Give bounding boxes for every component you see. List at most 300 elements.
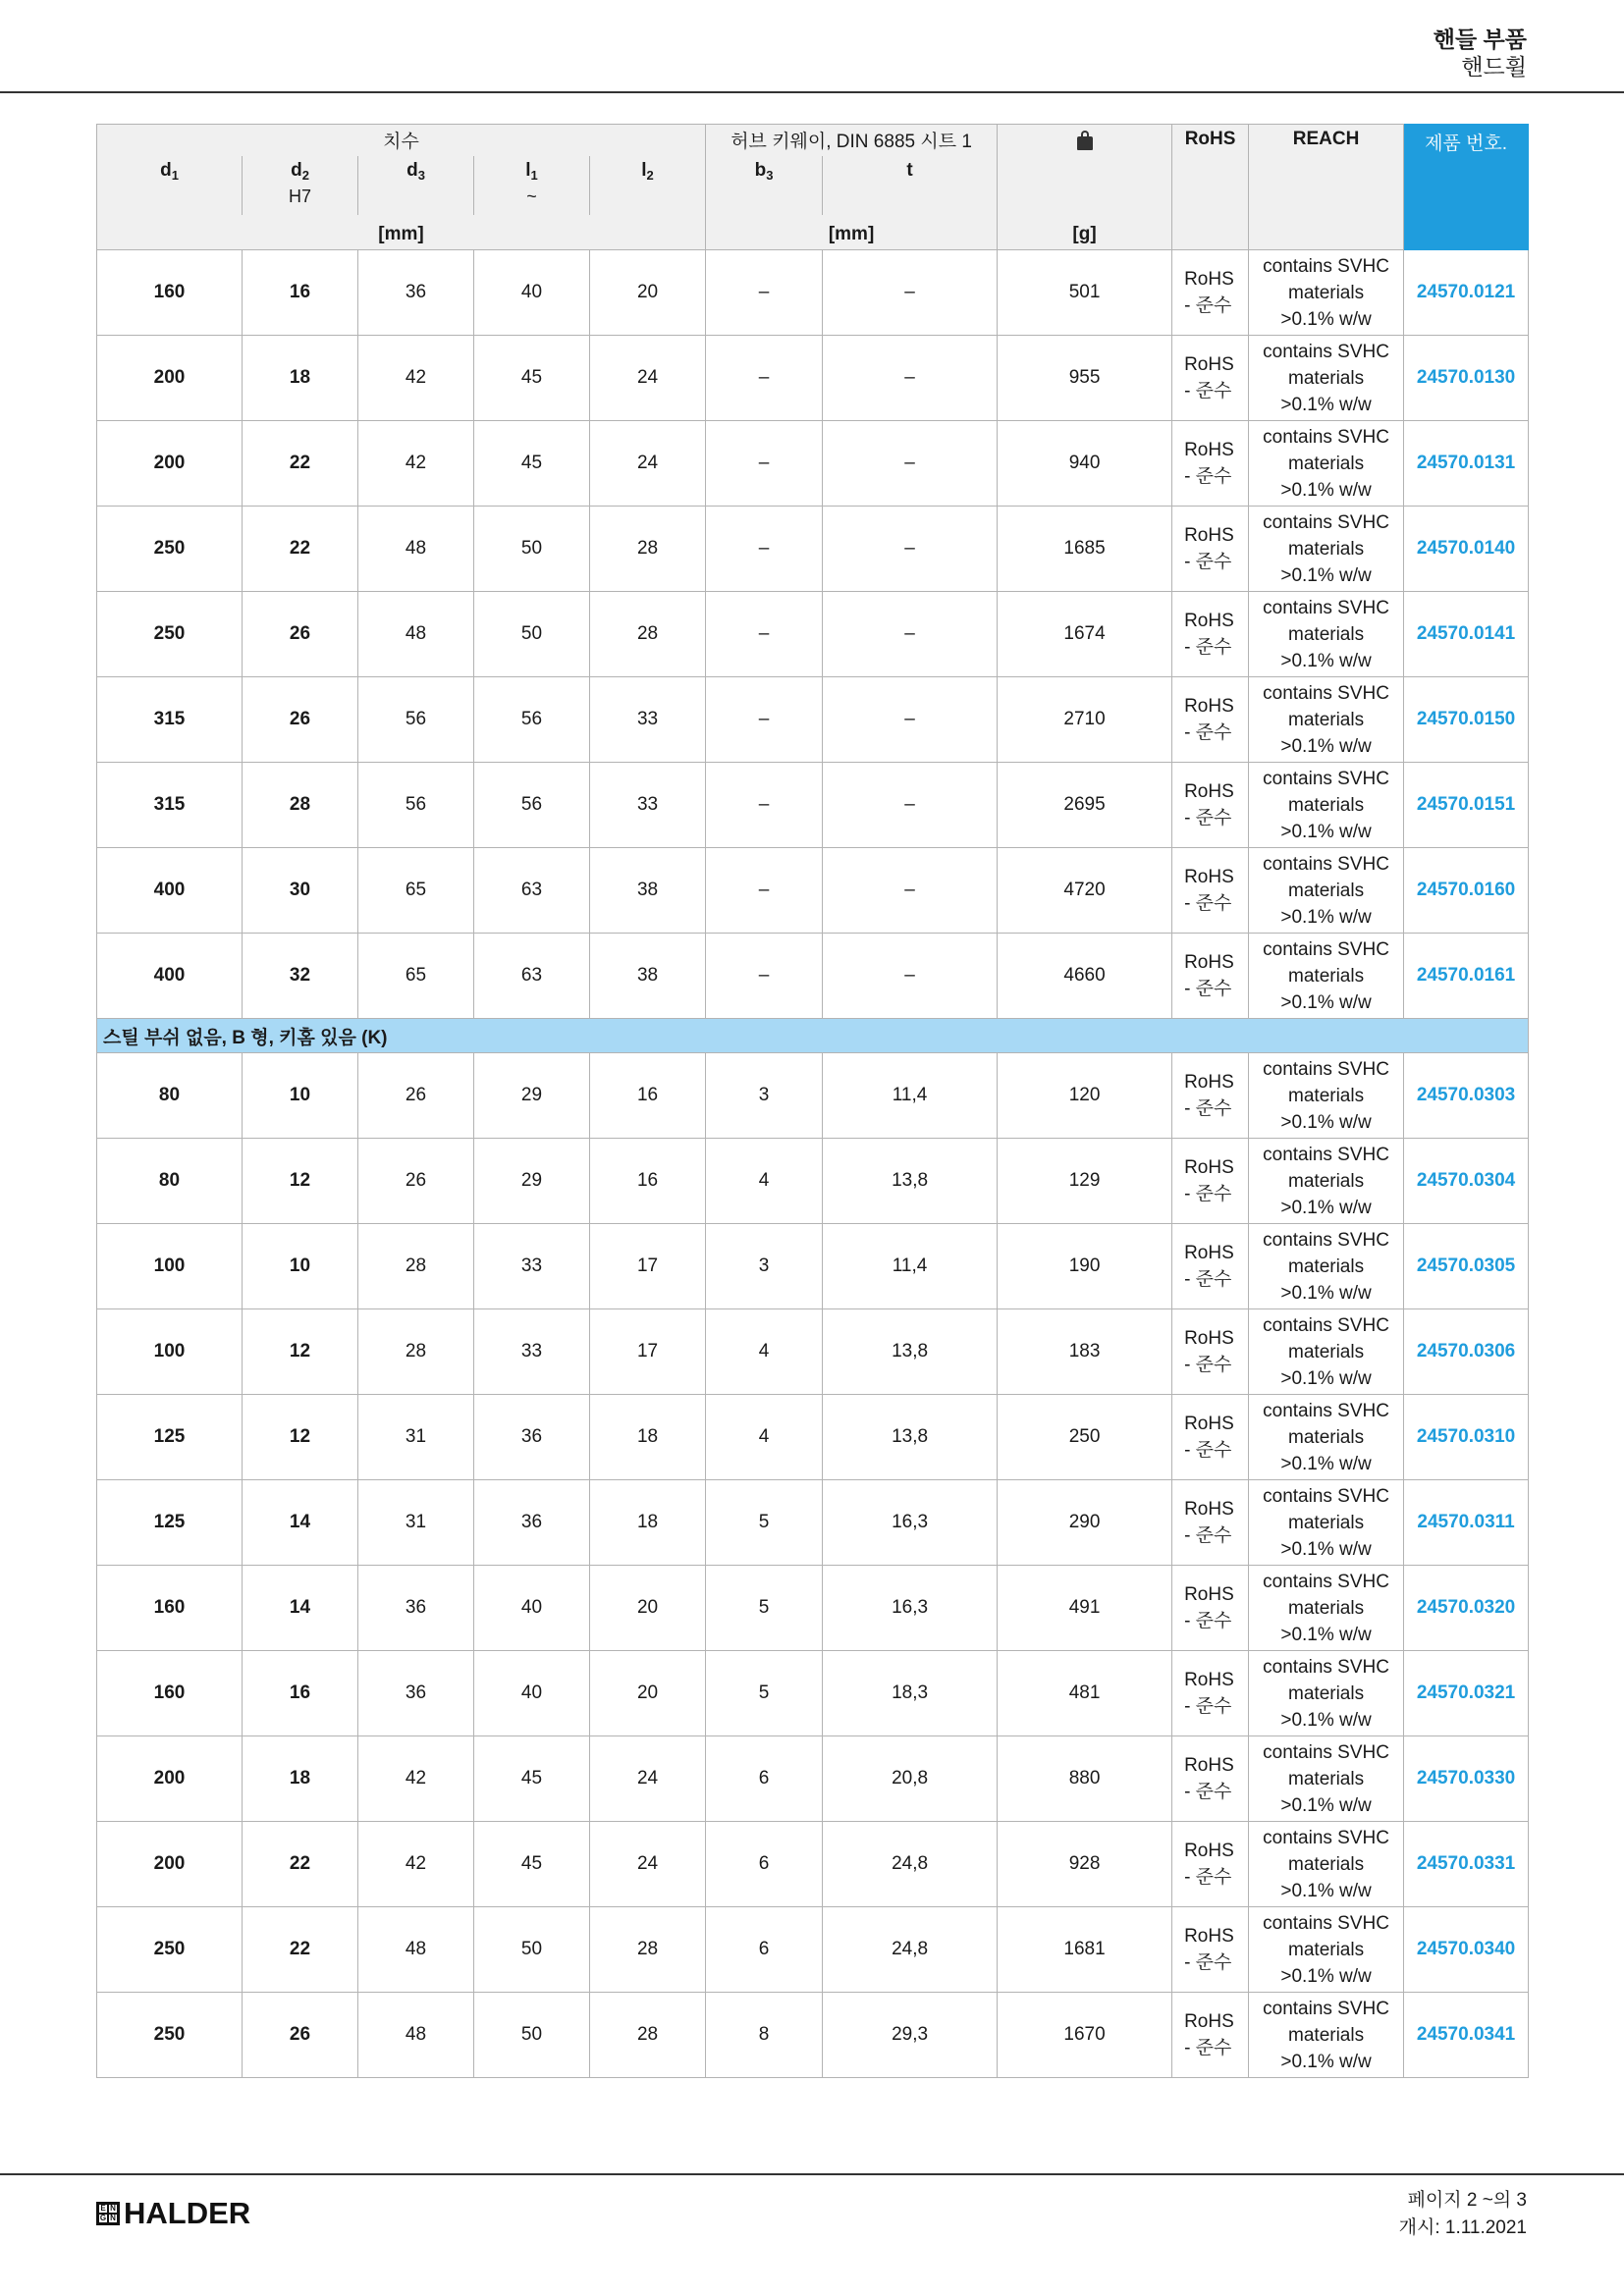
rohs-line: RoHS [1184, 696, 1234, 717]
cell-d2: 28 [243, 763, 358, 848]
cell-l2: 33 [590, 677, 706, 763]
cell-rohs [1172, 1053, 1249, 1139]
logo-mark-icon: E N G N [96, 2202, 120, 2225]
cell-t: 16,3 [823, 1480, 998, 1566]
cell-weight: 1681 [998, 1907, 1172, 1993]
reach-line: contains SVHC [1263, 1656, 1389, 1678]
cell-rohs [1172, 1309, 1249, 1395]
rohs-line: RoHS [1184, 1072, 1234, 1093]
reach-line: >0.1% w/w [1280, 2051, 1372, 2072]
rohs-line: RoHS [1184, 440, 1234, 460]
cell-d3: 28 [358, 1309, 474, 1395]
table-row [97, 1736, 1529, 1822]
reach-line: >0.1% w/w [1280, 1965, 1372, 1987]
cell-d2: 30 [243, 848, 358, 934]
cell-d1: 315 [97, 763, 243, 848]
cell-l2: 17 [590, 1224, 706, 1309]
cell-d1: 250 [97, 592, 243, 677]
cell-d3: 42 [358, 1822, 474, 1907]
rohs-line: RoHS [1184, 1328, 1234, 1349]
cell-l1: 50 [474, 592, 590, 677]
cell-d3: 26 [358, 1053, 474, 1139]
col-d2: $d_2$ H7 [243, 156, 358, 215]
cell-reach [1249, 763, 1404, 848]
cell-l2: 18 [590, 1395, 706, 1480]
table-header [97, 125, 1529, 250]
cell-t: 16,3 [823, 1566, 998, 1651]
reach-line: contains SVHC [1263, 511, 1389, 533]
rohs-status: - 준수 [1184, 1782, 1232, 1802]
unit-g: [g] [998, 215, 1172, 250]
cell-reach [1249, 1480, 1404, 1566]
cell-t: 24,8 [823, 1907, 998, 1993]
cell-b3: – [706, 848, 823, 934]
part-number-link[interactable]: 24570.0305 [1404, 1224, 1529, 1309]
reach-line: materials [1288, 1853, 1365, 1875]
cell-l2: 24 [590, 1822, 706, 1907]
rohs-line: RoHS [1184, 781, 1234, 802]
rohs-status: - 준수 [1184, 722, 1232, 743]
cell-d2: 12 [243, 1309, 358, 1395]
cell-b3: – [706, 421, 823, 507]
reach-line: materials [1288, 880, 1365, 901]
part-number-link[interactable]: 24570.0131 [1404, 421, 1529, 507]
part-number-link[interactable]: 24570.0304 [1404, 1139, 1529, 1224]
cell-l2: 38 [590, 934, 706, 1019]
cell-weight: 955 [998, 336, 1172, 421]
cell-b3: – [706, 592, 823, 677]
rohs-status: - 준수 [1184, 893, 1232, 914]
cell-l1: 36 [474, 1395, 590, 1480]
cell-d3: 56 [358, 763, 474, 848]
reach-line: >0.1% w/w [1280, 1709, 1372, 1731]
table-row [97, 421, 1529, 507]
cell-reach [1249, 1395, 1404, 1480]
cell-d1: 80 [97, 1053, 243, 1139]
cell-rohs [1172, 1566, 1249, 1651]
rohs-line: RoHS [1184, 2011, 1234, 2032]
part-number-link[interactable]: 24570.0330 [1404, 1736, 1529, 1822]
cell-l2: 20 [590, 1566, 706, 1651]
cell-b3: 5 [706, 1480, 823, 1566]
reach-line: >0.1% w/w [1280, 906, 1372, 928]
cell-t: 24,8 [823, 1822, 998, 1907]
table-row [97, 1566, 1529, 1651]
reach-line: contains SVHC [1263, 1741, 1389, 1763]
cell-rohs [1172, 1651, 1249, 1736]
cell-t: 13,8 [823, 1395, 998, 1480]
part-number-link[interactable]: 24570.0311 [1404, 1480, 1529, 1566]
cell-d2: 16 [243, 250, 358, 336]
weight-icon [1077, 131, 1093, 150]
part-number-link[interactable]: 24570.0161 [1404, 934, 1529, 1019]
part-number-link[interactable]: 24570.0310 [1404, 1395, 1529, 1480]
cell-d2: 22 [243, 421, 358, 507]
cell-b3: 5 [706, 1566, 823, 1651]
cell-d1: 200 [97, 421, 243, 507]
reach-line: materials [1288, 1597, 1365, 1619]
cell-l2: 28 [590, 1993, 706, 2078]
cell-l1: 56 [474, 763, 590, 848]
rohs-status: - 준수 [1184, 295, 1232, 316]
part-number-link[interactable]: 24570.0141 [1404, 592, 1529, 677]
reach-line: contains SVHC [1263, 768, 1389, 789]
rohs-line: RoHS [1184, 1841, 1234, 1861]
cell-d1: 160 [97, 1566, 243, 1651]
cell-reach [1249, 1053, 1404, 1139]
cell-b3: 3 [706, 1053, 823, 1139]
col-d1: $d_1$ [97, 156, 243, 215]
reach-line: contains SVHC [1263, 426, 1389, 448]
table-row [97, 848, 1529, 934]
reach-line: contains SVHC [1263, 1058, 1389, 1080]
reach-line: contains SVHC [1263, 853, 1389, 875]
cell-d1: 100 [97, 1224, 243, 1309]
reach-line: materials [1288, 1341, 1365, 1362]
cell-rohs [1172, 1395, 1249, 1480]
cell-rohs [1172, 1907, 1249, 1993]
col-rohs: RoHS [1172, 125, 1249, 250]
table-row [97, 1224, 1529, 1309]
cell-l2: 38 [590, 848, 706, 934]
cell-l1: 45 [474, 1822, 590, 1907]
cell-d3: 31 [358, 1480, 474, 1566]
reach-line: contains SVHC [1263, 1400, 1389, 1421]
reach-line: >0.1% w/w [1280, 1282, 1372, 1304]
cell-reach [1249, 677, 1404, 763]
col-reach: REACH [1249, 125, 1404, 250]
cell-reach [1249, 1309, 1404, 1395]
rohs-line: RoHS [1184, 1670, 1234, 1690]
cell-t: 20,8 [823, 1736, 998, 1822]
rohs-status: - 준수 [1184, 552, 1232, 572]
cell-d3: 36 [358, 250, 474, 336]
rohs-line: RoHS [1184, 1157, 1234, 1178]
cell-weight: 491 [998, 1566, 1172, 1651]
cell-weight: 290 [998, 1480, 1172, 1566]
section-heading: 스틸 부쉬 없음, B 형, 키홈 있음 (K) [97, 1019, 1529, 1053]
cell-d3: 26 [358, 1139, 474, 1224]
table-row [97, 934, 1529, 1019]
cell-t: 11,4 [823, 1053, 998, 1139]
cell-rohs [1172, 1993, 1249, 2078]
reach-line: materials [1288, 1768, 1365, 1789]
rohs-status: - 준수 [1184, 2038, 1232, 2058]
cell-weight: 880 [998, 1736, 1172, 1822]
rohs-status: - 준수 [1184, 1867, 1232, 1888]
col-b3: $b_3$ [706, 156, 823, 215]
col-l1: $l_1$ ~ [474, 156, 590, 215]
cell-b3: 8 [706, 1993, 823, 2078]
cell-b3: 6 [706, 1907, 823, 1993]
table-row [97, 1822, 1529, 1907]
reach-line: >0.1% w/w [1280, 1367, 1372, 1389]
cell-d3: 65 [358, 934, 474, 1019]
rohs-line: RoHS [1184, 1755, 1234, 1776]
cell-d3: 48 [358, 1907, 474, 1993]
cell-b3: – [706, 250, 823, 336]
cell-d2: 10 [243, 1224, 358, 1309]
cell-d2: 14 [243, 1480, 358, 1566]
reach-line: contains SVHC [1263, 682, 1389, 704]
cell-b3: 4 [706, 1139, 823, 1224]
cell-reach [1249, 336, 1404, 421]
cell-l1: 45 [474, 336, 590, 421]
cell-d2: 22 [243, 1907, 358, 1993]
rohs-status: - 준수 [1184, 637, 1232, 658]
reach-line: >0.1% w/w [1280, 308, 1372, 330]
reach-line: contains SVHC [1263, 1998, 1389, 2019]
cell-d3: 48 [358, 1993, 474, 2078]
cell-reach [1249, 250, 1404, 336]
cell-d2: 16 [243, 1651, 358, 1736]
cell-d2: 26 [243, 592, 358, 677]
cell-d3: 36 [358, 1566, 474, 1651]
rohs-line: RoHS [1184, 354, 1234, 375]
cell-l2: 17 [590, 1309, 706, 1395]
cell-reach [1249, 1566, 1404, 1651]
cell-weight: 481 [998, 1651, 1172, 1736]
reach-line: >0.1% w/w [1280, 1880, 1372, 1901]
cell-t: 13,8 [823, 1139, 998, 1224]
cell-rohs [1172, 1480, 1249, 1566]
part-number-link[interactable]: 24570.0341 [1404, 1993, 1529, 2078]
cell-weight: 501 [998, 250, 1172, 336]
reach-line: materials [1288, 1085, 1365, 1106]
reach-line: materials [1288, 538, 1365, 560]
cell-l2: 28 [590, 592, 706, 677]
cell-t: – [823, 592, 998, 677]
cell-d1: 160 [97, 250, 243, 336]
cell-d2: 18 [243, 336, 358, 421]
rohs-status: - 준수 [1184, 1952, 1232, 1973]
part-number-link[interactable]: 24570.0130 [1404, 336, 1529, 421]
cell-rohs [1172, 1736, 1249, 1822]
cell-b3: – [706, 677, 823, 763]
reach-line: materials [1288, 1170, 1365, 1192]
cell-d3: 42 [358, 336, 474, 421]
reach-line: >0.1% w/w [1280, 1624, 1372, 1645]
rohs-line: RoHS [1184, 1584, 1234, 1605]
table-row [97, 1309, 1529, 1395]
reach-line: contains SVHC [1263, 1314, 1389, 1336]
part-number-link[interactable]: 24570.0140 [1404, 507, 1529, 592]
col-t: t [823, 156, 998, 215]
cell-weight: 1685 [998, 507, 1172, 592]
cell-weight: 190 [998, 1224, 1172, 1309]
reach-line: materials [1288, 1255, 1365, 1277]
cell-d3: 48 [358, 507, 474, 592]
cell-d3: 42 [358, 421, 474, 507]
part-number-link[interactable]: 24570.0331 [1404, 1822, 1529, 1907]
cell-l2: 33 [590, 763, 706, 848]
cell-b3: 3 [706, 1224, 823, 1309]
cell-weight: 4720 [998, 848, 1172, 934]
cell-l2: 18 [590, 1480, 706, 1566]
cell-d1: 80 [97, 1139, 243, 1224]
part-number-link[interactable]: 24570.0121 [1404, 250, 1529, 336]
cell-d3: 42 [358, 1736, 474, 1822]
cell-d1: 160 [97, 1651, 243, 1736]
cell-weight: 2695 [998, 763, 1172, 848]
rohs-status: - 준수 [1184, 1269, 1232, 1290]
cell-l1: 63 [474, 934, 590, 1019]
reach-line: contains SVHC [1263, 938, 1389, 960]
rohs-line: RoHS [1184, 1414, 1234, 1434]
cell-d2: 26 [243, 1993, 358, 2078]
cell-t: – [823, 250, 998, 336]
cell-l1: 40 [474, 1651, 590, 1736]
part-number-link[interactable]: 24570.0303 [1404, 1053, 1529, 1139]
cell-d3: 36 [358, 1651, 474, 1736]
cell-d1: 100 [97, 1309, 243, 1395]
document-title: 핸들 부품 [1433, 27, 1527, 52]
logo-text: HALDER [124, 2196, 251, 2230]
spec-table [96, 124, 1529, 2078]
reach-line: >0.1% w/w [1280, 1197, 1372, 1218]
table-row [97, 1651, 1529, 1736]
rohs-line: RoHS [1184, 1243, 1234, 1263]
cell-rohs [1172, 1224, 1249, 1309]
cell-l1: 29 [474, 1139, 590, 1224]
reach-line: materials [1288, 965, 1365, 987]
rohs-line: RoHS [1184, 1926, 1234, 1947]
cell-d3: 65 [358, 848, 474, 934]
cell-reach [1249, 1736, 1404, 1822]
cell-reach [1249, 1907, 1404, 1993]
cell-l1: 29 [474, 1053, 590, 1139]
part-number-link[interactable]: 24570.0160 [1404, 848, 1529, 934]
footer-divider [0, 2173, 1624, 2175]
cell-rohs [1172, 677, 1249, 763]
cell-d1: 125 [97, 1395, 243, 1480]
cell-d2: 10 [243, 1053, 358, 1139]
cell-d2: 12 [243, 1139, 358, 1224]
section-row [97, 1019, 1529, 1053]
col-d3: $d_3$ [358, 156, 474, 215]
cell-d3: 28 [358, 1224, 474, 1309]
cell-d1: 250 [97, 1907, 243, 1993]
cell-weight: 1674 [998, 592, 1172, 677]
reach-line: >0.1% w/w [1280, 1538, 1372, 1560]
cell-b3: – [706, 763, 823, 848]
rohs-status: - 준수 [1184, 1355, 1232, 1375]
cell-l1: 50 [474, 1907, 590, 1993]
reach-line: >0.1% w/w [1280, 1453, 1372, 1474]
table-row [97, 336, 1529, 421]
cell-d1: 250 [97, 1993, 243, 2078]
cell-reach [1249, 421, 1404, 507]
col-part-number: 제품 번호. [1404, 125, 1529, 250]
cell-rohs [1172, 592, 1249, 677]
reach-line: materials [1288, 1682, 1365, 1704]
cell-weight: 120 [998, 1053, 1172, 1139]
reach-line: >0.1% w/w [1280, 650, 1372, 671]
reach-line: contains SVHC [1263, 1229, 1389, 1251]
part-number-link[interactable]: 24570.0321 [1404, 1651, 1529, 1736]
reach-line: contains SVHC [1263, 1912, 1389, 1934]
rohs-status: - 준수 [1184, 808, 1232, 828]
cell-d1: 200 [97, 336, 243, 421]
cell-rohs [1172, 934, 1249, 1019]
cell-rohs [1172, 1139, 1249, 1224]
table-row [97, 592, 1529, 677]
cell-rohs [1172, 848, 1249, 934]
table-row [97, 507, 1529, 592]
cell-weight: 1670 [998, 1993, 1172, 2078]
cell-l2: 20 [590, 1651, 706, 1736]
cell-b3: 6 [706, 1736, 823, 1822]
rohs-line: RoHS [1184, 269, 1234, 290]
cell-l1: 40 [474, 1566, 590, 1651]
cell-b3: 4 [706, 1309, 823, 1395]
cell-t: – [823, 677, 998, 763]
cell-b3: 4 [706, 1395, 823, 1480]
cell-weight: 928 [998, 1822, 1172, 1907]
cell-l1: 45 [474, 1736, 590, 1822]
cell-l1: 50 [474, 507, 590, 592]
reach-line: contains SVHC [1263, 255, 1389, 277]
part-number-link[interactable]: 24570.0306 [1404, 1309, 1529, 1395]
table-body [97, 250, 1529, 2078]
part-number-link[interactable]: 24570.0340 [1404, 1907, 1529, 1993]
cell-reach [1249, 1993, 1404, 2078]
part-number-link[interactable]: 24570.0151 [1404, 763, 1529, 848]
rohs-line: RoHS [1184, 611, 1234, 631]
rohs-status: - 준수 [1184, 1611, 1232, 1631]
cell-d2: 12 [243, 1395, 358, 1480]
cell-b3: – [706, 507, 823, 592]
cell-d2: 18 [243, 1736, 358, 1822]
rohs-line: RoHS [1184, 867, 1234, 887]
cell-d1: 400 [97, 934, 243, 1019]
cell-reach [1249, 1139, 1404, 1224]
cell-l2: 28 [590, 507, 706, 592]
reach-line: materials [1288, 453, 1365, 474]
part-number-link[interactable]: 24570.0150 [1404, 677, 1529, 763]
reach-line: >0.1% w/w [1280, 394, 1372, 415]
reach-line: materials [1288, 794, 1365, 816]
cell-t: – [823, 421, 998, 507]
reach-line: contains SVHC [1263, 1571, 1389, 1592]
table-row [97, 1053, 1529, 1139]
rohs-status: - 준수 [1184, 1440, 1232, 1461]
reach-line: materials [1288, 709, 1365, 730]
table-row [97, 250, 1529, 336]
cell-l2: 16 [590, 1139, 706, 1224]
reach-line: >0.1% w/w [1280, 1111, 1372, 1133]
cell-d2: 22 [243, 507, 358, 592]
cell-reach [1249, 1651, 1404, 1736]
cell-weight: 250 [998, 1395, 1172, 1480]
cell-t: – [823, 934, 998, 1019]
cell-t: 11,4 [823, 1224, 998, 1309]
part-number-link[interactable]: 24570.0320 [1404, 1566, 1529, 1651]
cell-d1: 250 [97, 507, 243, 592]
cell-reach [1249, 1822, 1404, 1907]
cell-l2: 24 [590, 1736, 706, 1822]
group-dimensions: 치수 [97, 125, 706, 156]
cell-t: 13,8 [823, 1309, 998, 1395]
rohs-status: - 준수 [1184, 1696, 1232, 1717]
rohs-line: RoHS [1184, 525, 1234, 546]
cell-weight: 940 [998, 421, 1172, 507]
unit-mm-dims: [mm] [97, 215, 706, 250]
cell-t: 18,3 [823, 1651, 998, 1736]
cell-t: 29,3 [823, 1993, 998, 2078]
table-row [97, 1907, 1529, 1993]
cell-t: – [823, 763, 998, 848]
